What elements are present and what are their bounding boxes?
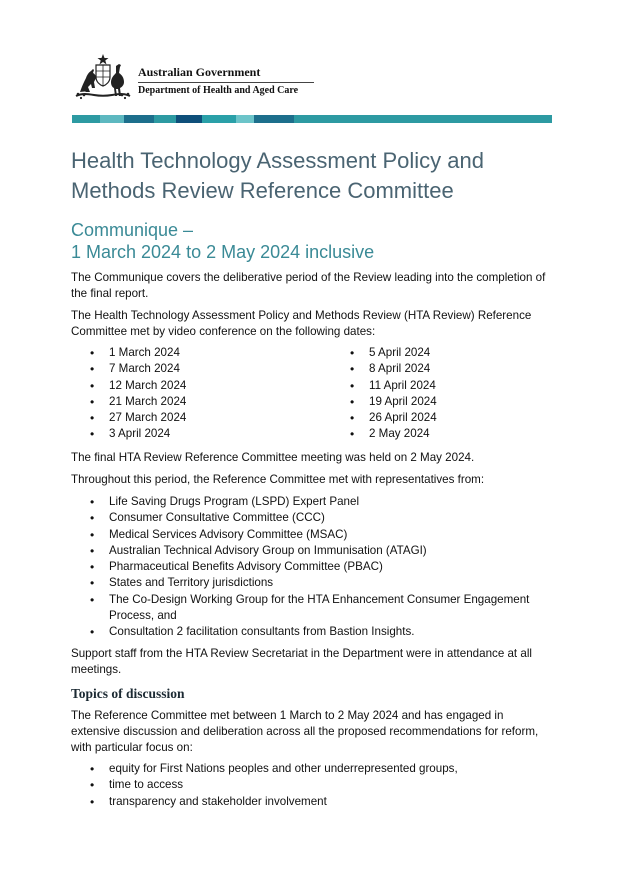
- coat-of-arms-icon: [72, 52, 134, 100]
- support-paragraph: Support staff from the HTA Review Secretariat in the Department were in attendance at all meetings.: [71, 647, 532, 676]
- band-segment: [72, 115, 100, 123]
- meetings-paragraph: The Health Technology Assessment Policy and Methods Review (HTA Review) Reference Committee met by video conference on the following dates:: [71, 309, 532, 338]
- representative-item: • Life Saving Drugs Program (LSPD) Expert Panel: [90, 494, 550, 510]
- page-subtitle: [71, 219, 551, 263]
- representative-item: • Consultation 2 facilitation consultants from Bastion Insights.: [90, 624, 550, 640]
- meeting-dates-left-list: [90, 345, 340, 443]
- page-title-line-1: Health Technology Assessment Policy and: [71, 148, 484, 173]
- meeting-date-item: • 1 March 2024: [90, 345, 340, 361]
- meeting-date-item: • 11 April 2024: [350, 378, 550, 394]
- focus-item: • equity for First Nations peoples and other underrepresented groups,: [90, 761, 550, 777]
- meeting-date-item: • 12 March 2024: [90, 378, 340, 394]
- band-segment: [254, 115, 294, 123]
- representative-item: • Australian Technical Advisory Group on Immunisation (ATAGI): [90, 543, 550, 559]
- department-name: Department of Health and Aged Care: [138, 85, 299, 96]
- band-segment: [176, 115, 202, 123]
- page-title: [71, 146, 551, 206]
- meeting-date-item: • 7 March 2024: [90, 361, 340, 377]
- header-divider: [138, 82, 314, 83]
- band-segment: [294, 115, 318, 123]
- meeting-date-item: • 8 April 2024: [350, 361, 550, 377]
- representative-item: • The Co-Design Working Group for the HTA Enhancement Consumer Engagement Process, and: [90, 592, 550, 625]
- page-subtitle-line-1: Communique –: [71, 220, 194, 240]
- meeting-date-item: • 27 March 2024: [90, 410, 340, 426]
- meeting-dates-right-list: [350, 345, 550, 443]
- band-segment: [202, 115, 236, 123]
- representative-item: • Medical Services Advisory Committee (MSAC): [90, 527, 550, 543]
- government-name: Australian Government: [138, 65, 261, 79]
- band-segment: [318, 115, 552, 123]
- topics-paragraph: The Reference Committee met between 1 March to 2 May 2024 and has engaged in extensive discussion and deliberation across all the proposed recommendations for reform, with particular focus on:: [71, 709, 539, 754]
- band-segment: [100, 115, 124, 123]
- topics-heading: Topics of discussion: [71, 686, 185, 701]
- focus-list: [90, 761, 550, 810]
- page-subtitle-line-2: 1 March 2024 to 2 May 2024 inclusive: [71, 242, 375, 262]
- meeting-date-item: • 5 April 2024: [350, 345, 550, 361]
- meeting-date-item: • 19 April 2024: [350, 394, 550, 410]
- meeting-date-item: • 3 April 2024: [90, 426, 340, 442]
- band-segment: [236, 115, 254, 123]
- representative-item: • States and Territory jurisdictions: [90, 575, 550, 591]
- focus-item: • transparency and stakeholder involvement: [90, 794, 550, 810]
- meeting-date-item: • 26 April 2024: [350, 410, 550, 426]
- representative-item: • Consumer Consultative Committee (CCC): [90, 510, 550, 526]
- final-meeting-paragraph: The final HTA Review Reference Committee meeting was held on 2 May 2024.: [71, 451, 475, 464]
- representatives-paragraph: Throughout this period, the Reference Committee met with representatives from:: [71, 473, 485, 486]
- meeting-date-item: • 21 March 2024: [90, 394, 340, 410]
- intro-paragraph: The Communique covers the deliberative period of the Review leading into the completion of the final report.: [71, 271, 546, 300]
- focus-item: • time to access: [90, 777, 550, 793]
- colour-band-divider: [72, 115, 552, 123]
- band-segment: [124, 115, 154, 123]
- government-logo-block: [72, 52, 317, 104]
- meeting-date-item: • 2 May 2024: [350, 426, 550, 442]
- page-title-line-2: Methods Review Reference Committee: [71, 178, 454, 203]
- band-segment: [154, 115, 176, 123]
- representatives-list: [90, 494, 550, 641]
- representative-item: • Pharmaceutical Benefits Advisory Committee (PBAC): [90, 559, 550, 575]
